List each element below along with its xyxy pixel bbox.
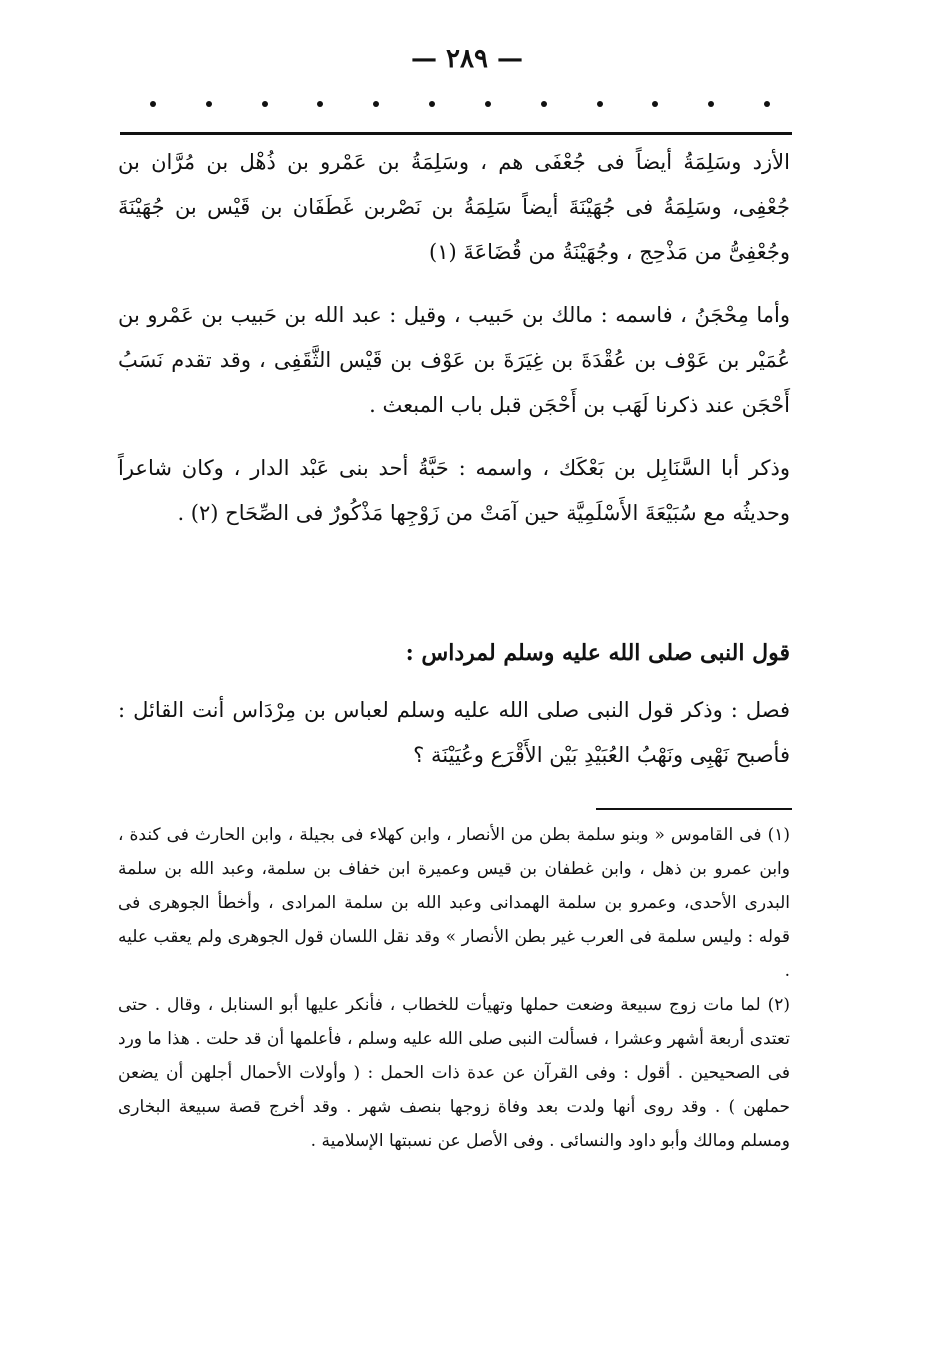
footnote-2: (٢) لما مات زوج سبيعة وضعت حملها وتهيأت للخطاب ، فأنكر عليها أبو السنابل ، وقال . حتى تعتدى أربعة أشهر وعشرا ، فسألت النبى صلى الله عليه وسلم ، فأعلمها أن قد حلت . هذا ما ورد فى الصحيحين . أقول : وفى القرآن عن عدة ذات الحمل : ( وأولات الأحمال أجلهن أن يضعن حملهن ) . وقد روى أنها ولدت بعد وفاة زوجها بنصف شهر . وقد أخرج قصة سبيعة البخارى ومسلم ومالك وأبو داود والنسائى . وفى الأصل عن نسبتها الإسلامية .: [118, 995, 790, 1151]
paragraph-3: وذكر أبا السَّنَابِل بن بَعْكَك ، واسمه : حَبَّةُ أحد بنى عَبْد الدار ، وكان شاعراً وحديثُه مع سُبَيْعَةَ الأَسْلَمِيَّة حين آمَتْ من زَوْجِها مَذْكُورٌ فى الصِّحَاح (٢) .: [118, 456, 790, 525]
dot: [652, 101, 658, 107]
dot: [708, 101, 714, 107]
main-text: [118, 140, 790, 554]
dot: [150, 101, 156, 107]
footnotes: [118, 818, 790, 1158]
footnote-rule: [596, 808, 792, 810]
dot: [206, 101, 212, 107]
fasl-paragraph: فصل : وذكر قول النبى صلى الله عليه وسلم لعباس بن مِرْدَاس أنت القائل : فأصبح نَهْبِى ونَهْبُ العُبَيْدِ بَيْن الأَقْرَع وعُيَيْنَة ؟: [118, 698, 790, 767]
header-rule: [120, 132, 792, 135]
dot: [764, 101, 770, 107]
page-number: — ٢٨٩ —: [410, 44, 524, 74]
dot: [262, 101, 268, 107]
paragraph-1: الأزد وسَلِمَةُ أيضاً فى جُعْفَى هم ، وسَلِمَةُ بن عَمْرو بن ذُهْل بن مُرَّان بن جُعْفِى، وسَلِمَةُ فى جُهَيْنَةَ أيضاً سَلِمَةُ بن نَصْربن غَطَفَان بن قَيْس بن جُهَيْنَةَ وجُعْفِىُّ من مَذْحِج ، وجُهَيْنَةُ من قُضَاعَةَ (١): [118, 150, 790, 264]
paragraph-2: وأما مِحْجَنُ ، فاسمه : مالك بن حَبيب ، وقيل : عبد الله بن حَبيب بن عَمْرو بن عُمَيْر بن عَوْف بن عُقْدَةَ بن غِيَرَةَ بن عَوْف بن قَيْس الثَّقَفِى ، وقد تقدم نَسَبُ أَحْجَن عند ذكرنا لَهَب بن أَحْجَن قبل باب المبعث .: [118, 303, 790, 417]
dot: [541, 101, 547, 107]
section-heading: قول النبى صلى الله عليه وسلم لمرداس :: [405, 640, 790, 666]
fasl-section: [118, 688, 790, 778]
dot: [597, 101, 603, 107]
dot: [373, 101, 379, 107]
dot: [429, 101, 435, 107]
ornament-dots: [150, 92, 770, 116]
dot: [485, 101, 491, 107]
dot: [317, 101, 323, 107]
footnote-1: (١) فى القاموس « وبنو سلمة بطن من الأنصار ، وابن كهلاء فى بجيلة ، وابن الحارث فى كندة ، وابن عمرو بن ذهل ، وابن غطفان بن قيس وعميرة ابن خفاف بن سلمة، وعبد الله بن سلمة البدرى الأحدى، وعمرو بن سلمة الهمدانى وعبد الله بن سلمة المرادى ، وأخطأ الجوهرى فى قوله : وليس سلمة فى العرب غير بطن الأنصار » وقد نقل اللسان قول الجوهرى ولم يعقب عليه .: [118, 825, 790, 981]
